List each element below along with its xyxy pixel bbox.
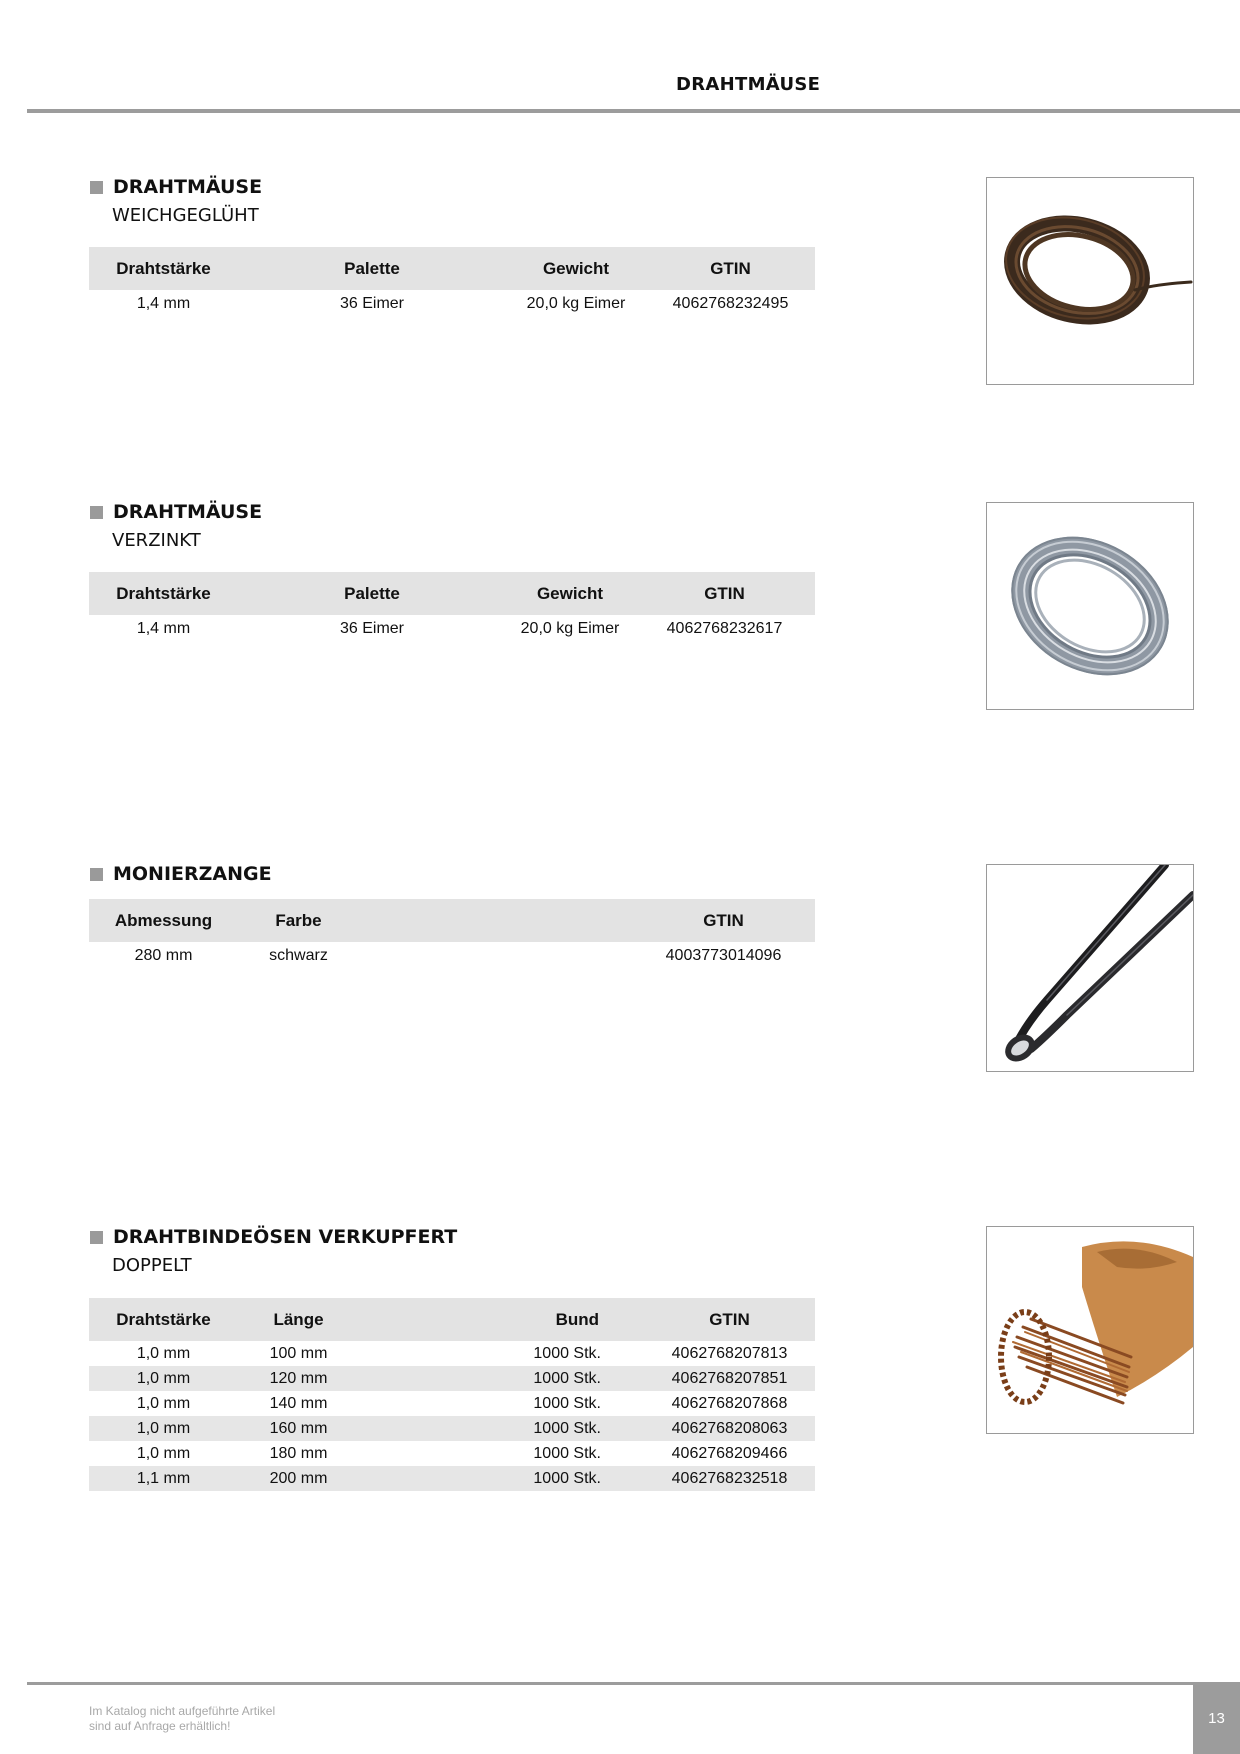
table-cell: schwarz	[269, 946, 328, 964]
section-subtitle: WEICHGEGLÜHT	[112, 205, 259, 226]
table-cell: 20,0 kg Eimer	[520, 619, 620, 637]
footer-note	[89, 1704, 275, 1734]
product-table	[89, 899, 815, 969]
table-header-row	[89, 572, 815, 615]
section-heading	[90, 501, 262, 523]
table-cell: 1,0 mm	[136, 1344, 191, 1362]
column-header: GTIN	[709, 1309, 750, 1329]
table-row	[89, 1416, 815, 1441]
column-header: Drahtstärke	[116, 583, 211, 603]
table-cell: 20,0 kg Eimer	[526, 294, 626, 312]
column-header: GTIN	[710, 258, 751, 278]
table-cell: 180 mm	[269, 1444, 328, 1462]
header-divider	[27, 109, 1240, 113]
pincers-icon	[986, 864, 1194, 1072]
table-cell: 120 mm	[269, 1369, 328, 1387]
table-cell: 4062768208063	[671, 1419, 788, 1437]
table-cell: 4003773014096	[665, 946, 782, 964]
wire-coil-annealed-icon	[986, 177, 1194, 385]
bullet-square-icon	[90, 181, 103, 194]
table-cell: 1000 Stk.	[533, 1419, 601, 1437]
column-header: Drahtstärke	[116, 1309, 211, 1329]
column-header: Drahtstärke	[116, 258, 211, 278]
section-title: DRAHTBINDEÖSEN VERKUPFERT	[113, 1226, 458, 1248]
section-subtitle: VERZINKT	[112, 530, 201, 551]
table-row	[89, 290, 815, 317]
footer-note-line: Im Katalog nicht aufgeführte Artikel	[89, 1704, 276, 1718]
column-header: Palette	[344, 258, 400, 278]
table-cell: 280 mm	[134, 946, 193, 964]
section-heading	[90, 1226, 457, 1248]
table-cell: 1000 Stk.	[533, 1369, 601, 1387]
table-cell: 4062768207868	[671, 1394, 788, 1412]
table-cell: 1,1 mm	[136, 1469, 191, 1487]
table-cell: 1,0 mm	[136, 1394, 191, 1412]
table-cell: 1000 Stk.	[533, 1394, 601, 1412]
table-cell: 4062768232495	[672, 294, 789, 312]
table-cell: 4062768209466	[671, 1444, 788, 1462]
section-title: DRAHTMÄUSE	[113, 501, 263, 523]
bullet-square-icon	[90, 1231, 103, 1244]
column-header: GTIN	[703, 910, 744, 930]
table-row	[89, 1441, 815, 1466]
table-cell: 1000 Stk.	[533, 1469, 601, 1487]
table-row	[89, 1391, 815, 1416]
empty-column	[359, 899, 632, 942]
section-title: MONIERZANGE	[113, 863, 272, 885]
section-heading	[90, 863, 272, 885]
copper-tie-bundle-icon	[986, 1226, 1194, 1434]
footer-note-line: sind auf Anfrage erhältlich!	[89, 1719, 231, 1733]
column-header: Bund	[555, 1309, 599, 1329]
table-cell: 1,0 mm	[136, 1444, 191, 1462]
table-cell: 4062768232518	[671, 1469, 788, 1487]
table-row	[89, 615, 815, 642]
column-header: Gewicht	[542, 258, 610, 278]
table-header-row	[89, 1298, 815, 1341]
page-number: 13	[1193, 1682, 1240, 1754]
wire-coil-galvanized-icon	[986, 502, 1194, 710]
table-cell: 200 mm	[269, 1469, 328, 1487]
table-row	[89, 1466, 815, 1491]
section-subtitle: DOPPELT	[112, 1255, 192, 1276]
table-row	[89, 1366, 815, 1391]
table-cell: 4062768207851	[671, 1369, 788, 1387]
table-cell: 1,4 mm	[136, 294, 191, 312]
table-cell: 1,4 mm	[136, 619, 191, 637]
product-table	[89, 572, 815, 642]
empty-cell	[359, 942, 632, 969]
product-table	[89, 1298, 815, 1491]
table-cell: 1000 Stk.	[533, 1444, 601, 1462]
column-header: Farbe	[275, 910, 322, 930]
table-row	[89, 1341, 815, 1366]
bullet-square-icon	[90, 868, 103, 881]
page-header-title: DRAHTMÄUSE	[676, 74, 821, 95]
table-cell: 36 Eimer	[339, 294, 405, 312]
column-header: Länge	[273, 1309, 324, 1329]
table-cell: 1,0 mm	[136, 1369, 191, 1387]
column-header: GTIN	[704, 583, 745, 603]
table-cell: 100 mm	[269, 1344, 328, 1362]
table-cell: 1000 Stk.	[533, 1344, 601, 1362]
section-title: DRAHTMÄUSE	[113, 176, 263, 198]
table-header-row	[89, 899, 815, 942]
table-cell: 1,0 mm	[136, 1419, 191, 1437]
product-table	[89, 247, 815, 317]
table-cell: 4062768232617	[666, 619, 783, 637]
table-cell: 4062768207813	[671, 1344, 788, 1362]
table-cell: 36 Eimer	[339, 619, 405, 637]
column-header: Gewicht	[536, 583, 604, 603]
column-header: Palette	[344, 583, 400, 603]
section-heading	[90, 176, 262, 198]
column-header: Abmessung	[114, 910, 213, 930]
table-cell: 160 mm	[269, 1419, 328, 1437]
table-cell: 140 mm	[269, 1394, 328, 1412]
table-row	[89, 942, 815, 969]
table-header-row	[89, 247, 815, 290]
footer-divider	[27, 1682, 1193, 1685]
bullet-square-icon	[90, 506, 103, 519]
